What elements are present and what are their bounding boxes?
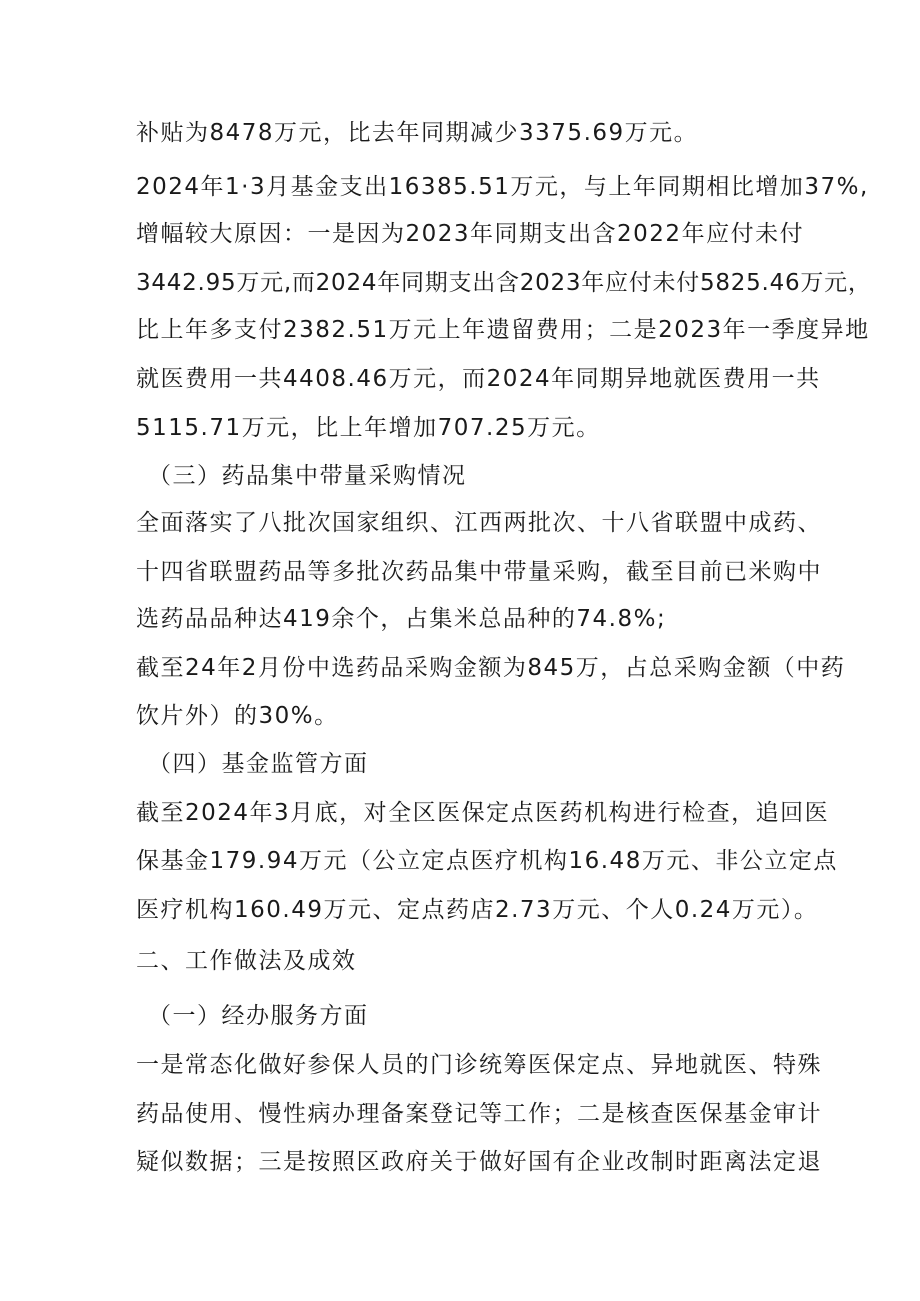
text-line: 比上年多支付2382.51万元上年遗留费用；二是2023年一季度异地 [136, 317, 870, 343]
section-heading: （一）经办服务方面 [148, 1003, 369, 1029]
text-line: 截至2024年3月底，对全区医保定点医药机构进行检查，追回医 [136, 800, 830, 826]
text-line: 一是常态化做好参保人员的门诊统筹医保定点、异地就医、特殊 [136, 1052, 822, 1078]
text-line: 增幅较大原因：一是因为2023年同期支出含2022年应付未付 [136, 221, 805, 247]
text-line: 十四省联盟药品等多批次药品集中带量采购，截至目前已米购中 [136, 559, 822, 585]
section-heading: 二、工作做法及成效 [136, 948, 357, 974]
section-heading: （四）基金监管方面 [148, 751, 369, 777]
text-line: 截至24年2月份中选药品采购金额为845万，占总采购金额（中药 [136, 655, 846, 681]
text-line: 医疗机构160.49万元、定点药店2.73万元、个人0.24万元）。 [136, 897, 819, 923]
section-heading: （三）药品集中带量采购情况 [148, 463, 467, 489]
text-line: 5115.71万元，比上年增加707.25万元。 [136, 415, 601, 441]
text-line: 疑似数据；三是按照区政府关于做好国有企业改制时距离法定退 [136, 1149, 822, 1175]
text-line: 就医费用一共4408.46万元，而2024年同期异地就医费用一共 [136, 366, 821, 392]
text-line: 饮片外）的30%。 [136, 703, 339, 729]
text-line: 选药品品种达419余个，占集米总品种的74.8%; [136, 606, 667, 632]
text-line: 全面落实了八批次国家组织、江西两批次、十八省联盟中成药、 [136, 510, 822, 536]
text-line: 保基金179.94万元（公立定点医疗机构16.48万元、非公立定点 [136, 848, 838, 874]
text-line: 药品使用、慢性病办理备案登记等工作；二是核查医保基金审计 [136, 1101, 822, 1127]
text-line: 补贴为8478万元，比去年同期减少3375.69万元。 [136, 120, 699, 146]
text-line: 2024年1·3月基金支出16385.51万元，与上年同期相比增加37%, [136, 174, 869, 200]
text-line: 3442.95万元,而2024年同期支出含2023年应付未付5825.46万元， [136, 270, 872, 296]
